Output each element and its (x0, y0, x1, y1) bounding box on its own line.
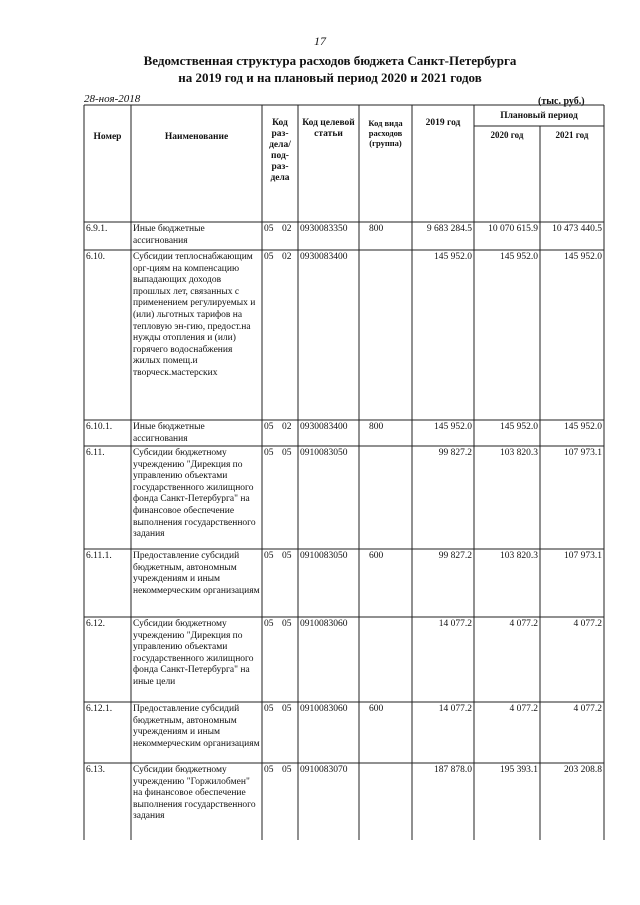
row-razdel: 05 (264, 619, 274, 629)
header-2019: 2019 год (425, 118, 461, 128)
row-vr: 600 (369, 704, 384, 714)
row-number: 6.11.1. (86, 551, 112, 561)
row-csr: 0930083400 (300, 422, 348, 432)
row-2020: 145 952.0 (500, 252, 538, 262)
row-number: 6.10.1. (86, 422, 113, 432)
row-razdel: 05 (264, 704, 274, 714)
row-vr: 600 (369, 551, 384, 561)
header-csr: Код целевой статьи (302, 118, 355, 139)
row-2021: 107 973.1 (564, 551, 602, 561)
row-2021: 107 973.1 (564, 448, 602, 458)
row-csr: 0930083400 (300, 252, 348, 262)
row-2019: 14 077.2 (438, 619, 472, 629)
row-2019: 9 683 284.5 (426, 224, 472, 234)
row-podrazdel: 05 (282, 551, 292, 561)
header-razdel: Код раз-дела/ под-раз-дела (269, 118, 291, 183)
row-name: Субсидии теплоснабжающим орг-циям на компенсацию выпадающих доходов прошлых лет, связанных с применением регулируемых и (или) льготных тарифов на тепловую эн-гию, предост.на нужды отопления и (или) горячего водоснабжения жилых помещ.и творческ.мастерских (133, 252, 256, 378)
row-razdel: 05 (264, 224, 274, 234)
row-name: Субсидии бюджетному учреждению "Дирекция по управлению объектами государственного жилищного фонда Санкт-Петербурга" на финансовое обеспечение выполнения государственного задания (133, 448, 256, 540)
row-2020: 195 393.1 (500, 765, 538, 775)
row-number: 6.12. (86, 619, 105, 629)
row-2020: 4 077.2 (509, 619, 538, 629)
row-csr: 0910083070 (300, 765, 348, 775)
row-number: 6.10. (86, 252, 105, 262)
row-2019: 145 952.0 (434, 422, 472, 432)
header-vr: Код вида расходов (группа) (368, 118, 403, 148)
title-line-2: на 2019 год и на плановый период 2020 и 2021 годов (178, 70, 482, 85)
header-2021: 2021 год (555, 130, 589, 140)
row-name: Иные бюджетные ассигнования (133, 224, 205, 246)
row-2019: 99 827.2 (438, 551, 472, 561)
date-stamp: 28-ноя-2018 (84, 93, 141, 105)
row-2020: 103 820.3 (500, 448, 538, 458)
header-number: Номер (93, 132, 122, 142)
row-name: Субсидии бюджетному учреждению "Дирекция по управлению объектами государственного жилищного фонда Санкт-Петербурга" на иные цели (133, 619, 254, 687)
row-podrazdel: 05 (282, 704, 292, 714)
row-2020: 103 820.3 (500, 551, 538, 561)
row-razdel: 05 (264, 422, 274, 432)
row-name: Предоставление субсидий бюджетным, автономным учреждениям и иным некоммерческим организациям (133, 704, 260, 749)
row-razdel: 05 (264, 765, 274, 775)
row-2019: 145 952.0 (434, 252, 472, 262)
units-label: (тыс. руб.) (538, 96, 585, 107)
row-podrazdel: 05 (282, 448, 292, 458)
row-name: Предоставление субсидий бюджетным, автономным учреждениям и иным некоммерческим организациям (133, 551, 260, 596)
row-razdel: 05 (264, 448, 274, 458)
row-razdel: 05 (264, 252, 274, 262)
row-2021: 10 473 440.5 (552, 224, 602, 234)
row-csr: 0910083050 (300, 551, 348, 561)
header-plan: Плановый период (500, 111, 578, 121)
row-number: 6.13. (86, 765, 105, 775)
row-podrazdel: 02 (282, 252, 292, 262)
row-csr: 0910083050 (300, 448, 348, 458)
row-csr: 0930083350 (300, 224, 348, 234)
header-2020: 2020 год (490, 130, 524, 140)
row-2021: 203 208.8 (564, 765, 602, 775)
row-number: 6.11. (86, 448, 105, 458)
row-2021: 145 952.0 (564, 422, 602, 432)
row-podrazdel: 05 (282, 619, 292, 629)
row-2019: 14 077.2 (438, 704, 472, 714)
title-line-1: Ведомственная структура расходов бюджета Санкт-Петербурга (143, 53, 517, 68)
row-csr: 0910083060 (300, 704, 348, 714)
row-number: 6.9.1. (86, 224, 108, 234)
row-2021: 4 077.2 (573, 619, 602, 629)
row-2019: 99 827.2 (438, 448, 472, 458)
row-name: Иные бюджетные ассигнования (133, 422, 205, 444)
row-2020: 4 077.2 (509, 704, 538, 714)
row-2021: 145 952.0 (564, 252, 602, 262)
page-number: 17 (314, 34, 326, 48)
row-vr: 800 (369, 422, 384, 432)
row-number: 6.12.1. (86, 704, 113, 714)
row-razdel: 05 (264, 551, 274, 561)
row-2020: 145 952.0 (500, 422, 538, 432)
row-2020: 10 070 615.9 (488, 224, 538, 234)
row-name: Субсидии бюджетному учреждению "Горжилобмен" на финансовое обеспечение выполнения государственного задания (133, 765, 256, 822)
row-podrazdel: 05 (282, 765, 292, 775)
header-name: Наименование (164, 132, 229, 142)
row-2019: 187 878.0 (434, 765, 472, 775)
row-podrazdel: 02 (282, 422, 292, 432)
row-csr: 0910083060 (300, 619, 348, 629)
row-vr: 800 (369, 224, 384, 234)
row-podrazdel: 02 (282, 224, 292, 234)
row-2021: 4 077.2 (573, 704, 602, 714)
